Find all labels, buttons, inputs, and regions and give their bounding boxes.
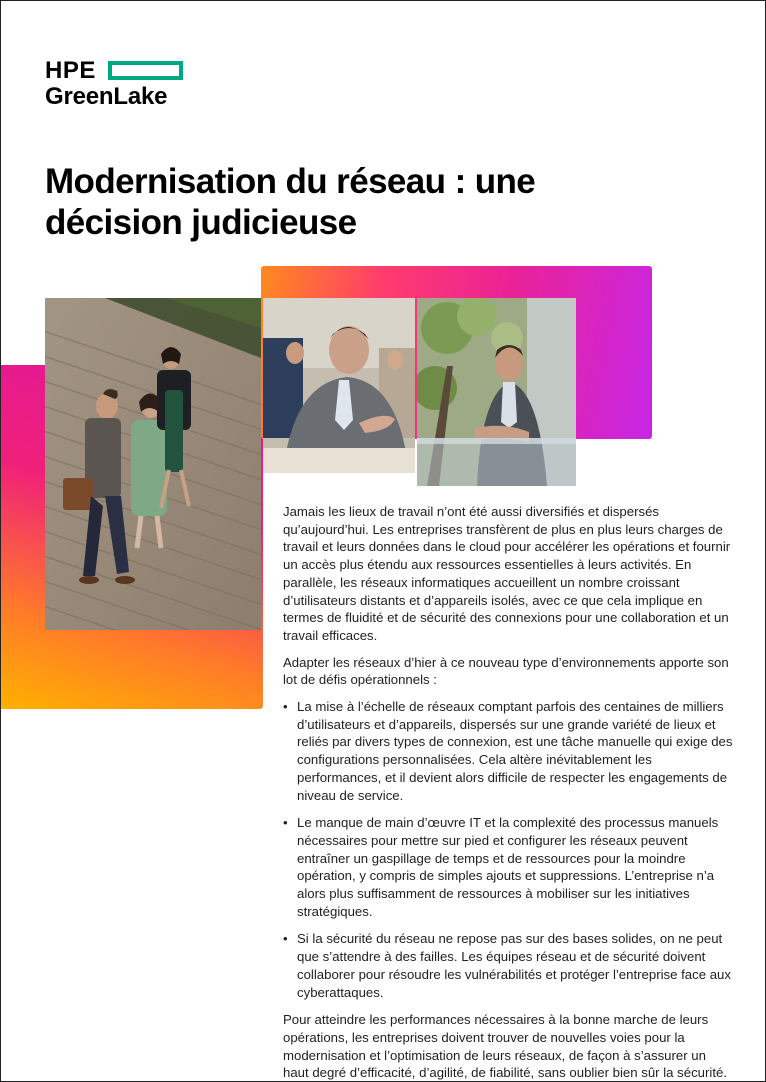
- challenge-list: [283, 698, 733, 1001]
- logo-hpe-text: HPE: [45, 57, 96, 84]
- list-item: [283, 814, 733, 920]
- photo-man-talking: [263, 298, 415, 473]
- photo-people-walking: [45, 298, 261, 630]
- list-item: [283, 930, 733, 1001]
- list-item-text: La mise à l’échelle de réseaux comptant parfois des centaines de milliers d’utilisateurs et d’appareils, dispersés sur une grande variété de lieux et reliés par divers types de connexion, est une tâche manuelle qui exige des configurations personnalisées. Cela altère inévitablement les performances, et il devient alors difficile de respecter les engagements de niveau de service.: [297, 699, 733, 803]
- bullet-icon: •: [283, 815, 288, 831]
- bullet-icon: •: [283, 699, 288, 715]
- page-title: Modernisation du réseau : une décision judicieuse: [45, 162, 536, 242]
- lead-paragraph: Adapter les réseaux d’hier à ce nouveau type d’environnements apporte son lot de défis opérationnels :: [283, 654, 729, 688]
- list-item: [283, 698, 733, 804]
- bullet-icon: •: [283, 931, 288, 947]
- intro-paragraph: Jamais les lieux de travail n’ont été aussi diversifiés et dispersés qu’aujourd’hui. Les entreprises transfèrent de plus en plus leurs charges de travail et leurs données dans le cloud pour accélérer les opérations et fournir un accès plus étendu aux ressources essentielles à leurs activités. En parallèle, les réseaux informatiques accueillent un nombre croissant d’utilisateurs distants et d’appareils isolés, avec ce que cela implique en termes de fluidité et de sécurité des connexions pour une collaboration et un travail efficaces.: [283, 504, 731, 643]
- logo-greenlake-text: GreenLake: [45, 83, 168, 110]
- closing-paragraph: Pour atteindre les performances nécessaires à la bonne marche de leurs opérations, les entreprises doivent trouver de nouvelles voies pour la modernisation et l’optimisation de leurs réseaux, de façon à s’assurer un haut degré d’efficacité, d’agilité, de fiabilité, sans oublier bien sûr la sécurité.: [283, 1012, 727, 1081]
- logo-green-rectangle-icon: [108, 61, 183, 80]
- body-text: [283, 503, 733, 1082]
- hpe-greenlake-logo: [45, 57, 185, 113]
- list-item-text: Si la sécurité du réseau ne repose pas sur des bases solides, on ne peut que s’attendre à des failles. Les équipes réseau et de sécurité doivent collaborer pour résoudre les vulnérabilités et protéger l’entreprise face aux cyberattaques.: [297, 931, 731, 1000]
- photo-man-on-balcony: [417, 298, 576, 486]
- list-item-text: Le manque de main d’œuvre IT et la complexité des processus manuels nécessaires pour mettre sur pied et configurer les réseaux peuvent entraîner un gaspillage de temps et de ressources pour la moindre opération, y compris de simples ajouts et suppressions. L’entreprise n’a alors plus suffisamment de ressources à mobiliser sur les initiatives stratégiques.: [297, 815, 719, 919]
